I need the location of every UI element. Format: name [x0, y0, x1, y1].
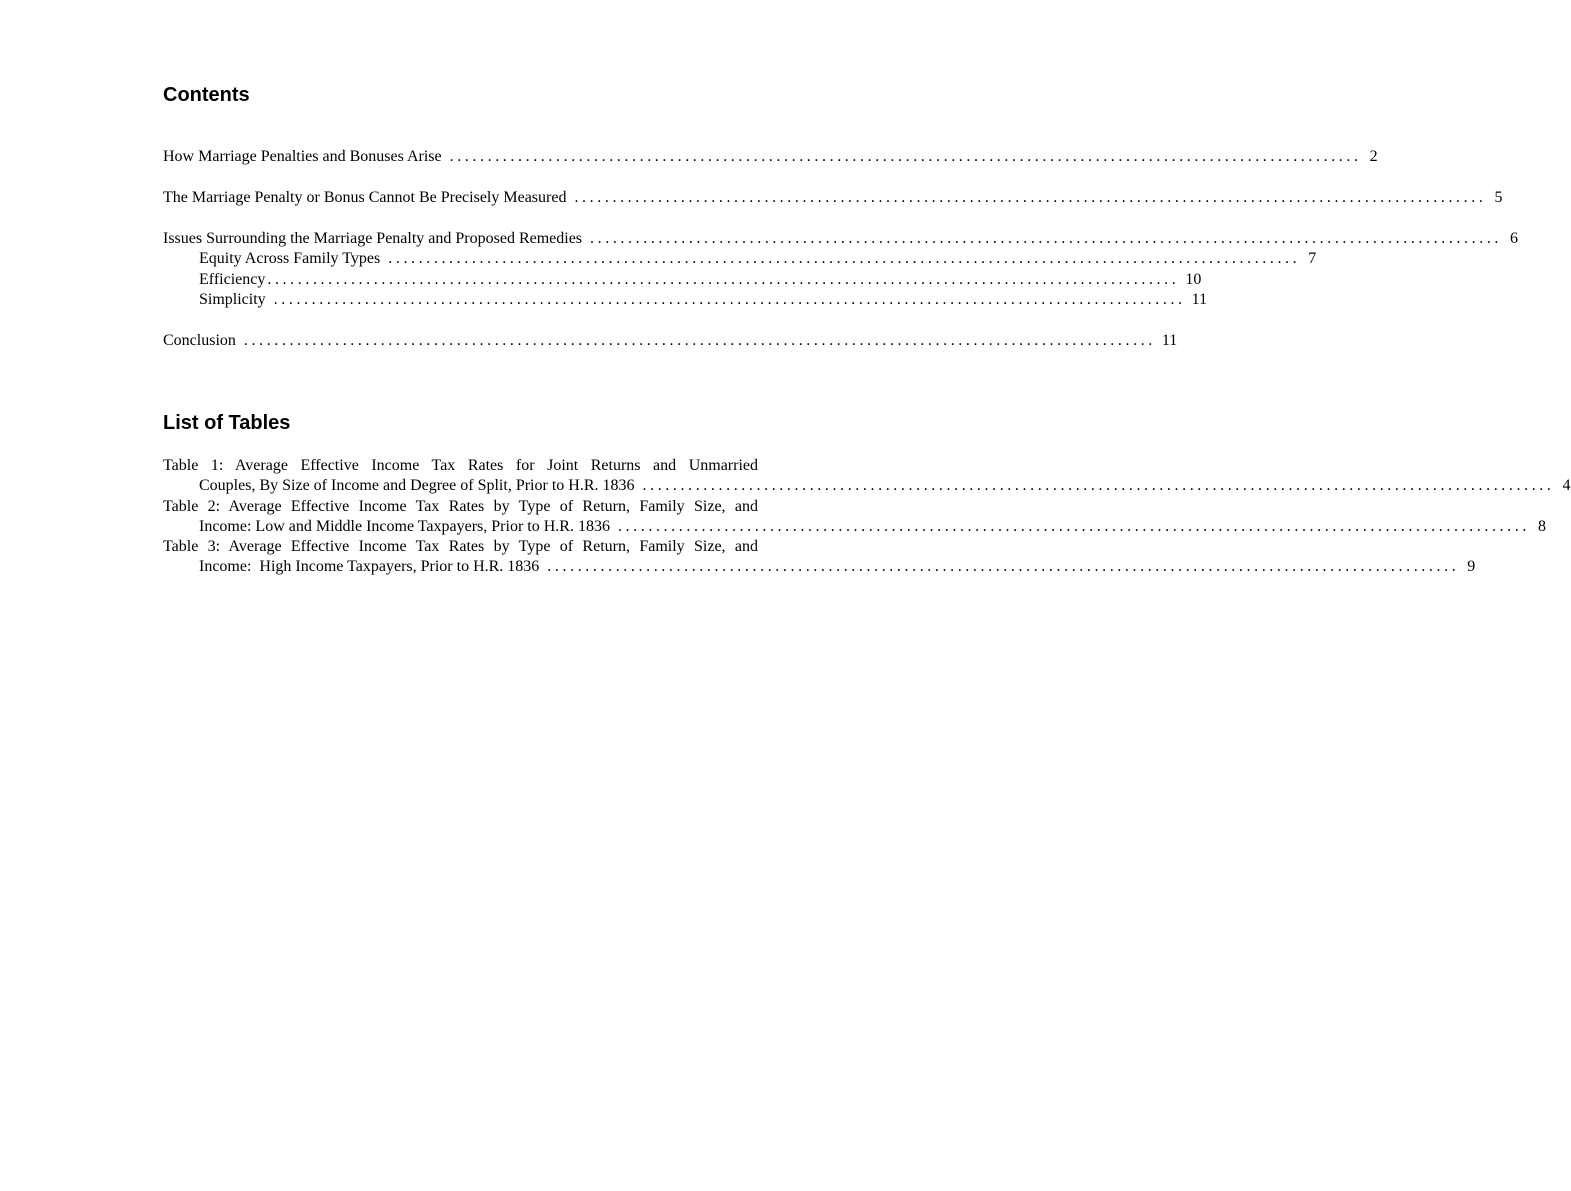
toc-entry-title: Efficiency	[199, 270, 266, 288]
toc-page-number: 11	[1161, 332, 1178, 349]
toc-subentry[interactable]	[163, 249, 1317, 269]
table-page-number: 8	[1537, 517, 1546, 535]
contents-heading: Contents	[163, 84, 250, 106]
toc-entry-title: The Marriage Penalty or Bonus Cannot Be Precisely Measured	[163, 189, 567, 206]
toc-entry-title: Simplicity	[199, 290, 266, 308]
table-entry-title: Table 1: Average Effective Income Tax Rates for Joint Returns and Unmarried	[163, 457, 758, 474]
list-of-tables-heading: List of Tables	[163, 412, 291, 434]
toc-entry[interactable]	[163, 188, 1503, 208]
toc-section	[163, 229, 1519, 310]
toc-page-number: 5	[1494, 189, 1503, 206]
dot-leader: ........................................................................................................................	[243, 332, 1156, 349]
dot-leader: ........................................................................................................................	[267, 270, 1180, 288]
toc-page-number: 10	[1185, 270, 1202, 288]
toc-page-number: 6	[1510, 230, 1519, 247]
table-entry[interactable]	[163, 456, 1571, 497]
dot-leader: ........................................................................................................................	[642, 477, 1555, 495]
table-entry-title-cont: Income: High Income Taxpayers, Prior to H.R. 1836	[199, 558, 540, 576]
toc-entry[interactable]	[163, 229, 1519, 249]
table-entry[interactable]	[163, 497, 1546, 538]
table-entry-title-cont: Couples, By Size of Income and Degree of Split, Prior to H.R. 1836	[199, 477, 635, 495]
toc-entry-title: Equity Across Family Types	[199, 250, 381, 268]
toc-entry-title: Conclusion	[163, 332, 236, 349]
toc-entry-title: Issues Surrounding the Marriage Penalty and Proposed Remedies	[163, 230, 583, 247]
dot-leader: ........................................................................................................................	[617, 517, 1530, 535]
table-entry-title: Table 3: Average Effective Income Tax Rates by Type of Return, Family Size, and	[163, 538, 758, 556]
toc-page-number: 7	[1308, 250, 1317, 268]
toc-subentry[interactable]	[163, 290, 1208, 310]
toc-entry[interactable]	[163, 147, 1378, 167]
toc-page-number: 2	[1369, 148, 1378, 165]
dot-leader: ........................................................................................................................	[449, 148, 1362, 165]
toc-subentry[interactable]	[163, 270, 1202, 290]
table-entry-title: Table 2: Average Effective Income Tax Rates by Type of Return, Family Size, and	[163, 497, 758, 515]
table-page-number: 4	[1562, 477, 1571, 495]
table-entry-title-cont: Income: Low and Middle Income Taxpayers, Prior to H.R. 1836	[199, 517, 610, 535]
toc-page-number: 11	[1191, 290, 1208, 308]
list-of-tables	[163, 456, 1571, 578]
table-page-number: 9	[1467, 558, 1476, 576]
dot-leader: ........................................................................................................................	[574, 189, 1487, 206]
dot-leader: ........................................................................................................................	[388, 250, 1301, 268]
toc-entry-title: How Marriage Penalties and Bonuses Arise	[163, 148, 442, 165]
dot-leader: ........................................................................................................................	[273, 290, 1186, 308]
dot-leader: ........................................................................................................................	[547, 558, 1460, 576]
table-entry[interactable]	[163, 537, 1476, 578]
dot-leader: ........................................................................................................................	[590, 230, 1503, 247]
toc-entry[interactable]	[163, 331, 1178, 351]
